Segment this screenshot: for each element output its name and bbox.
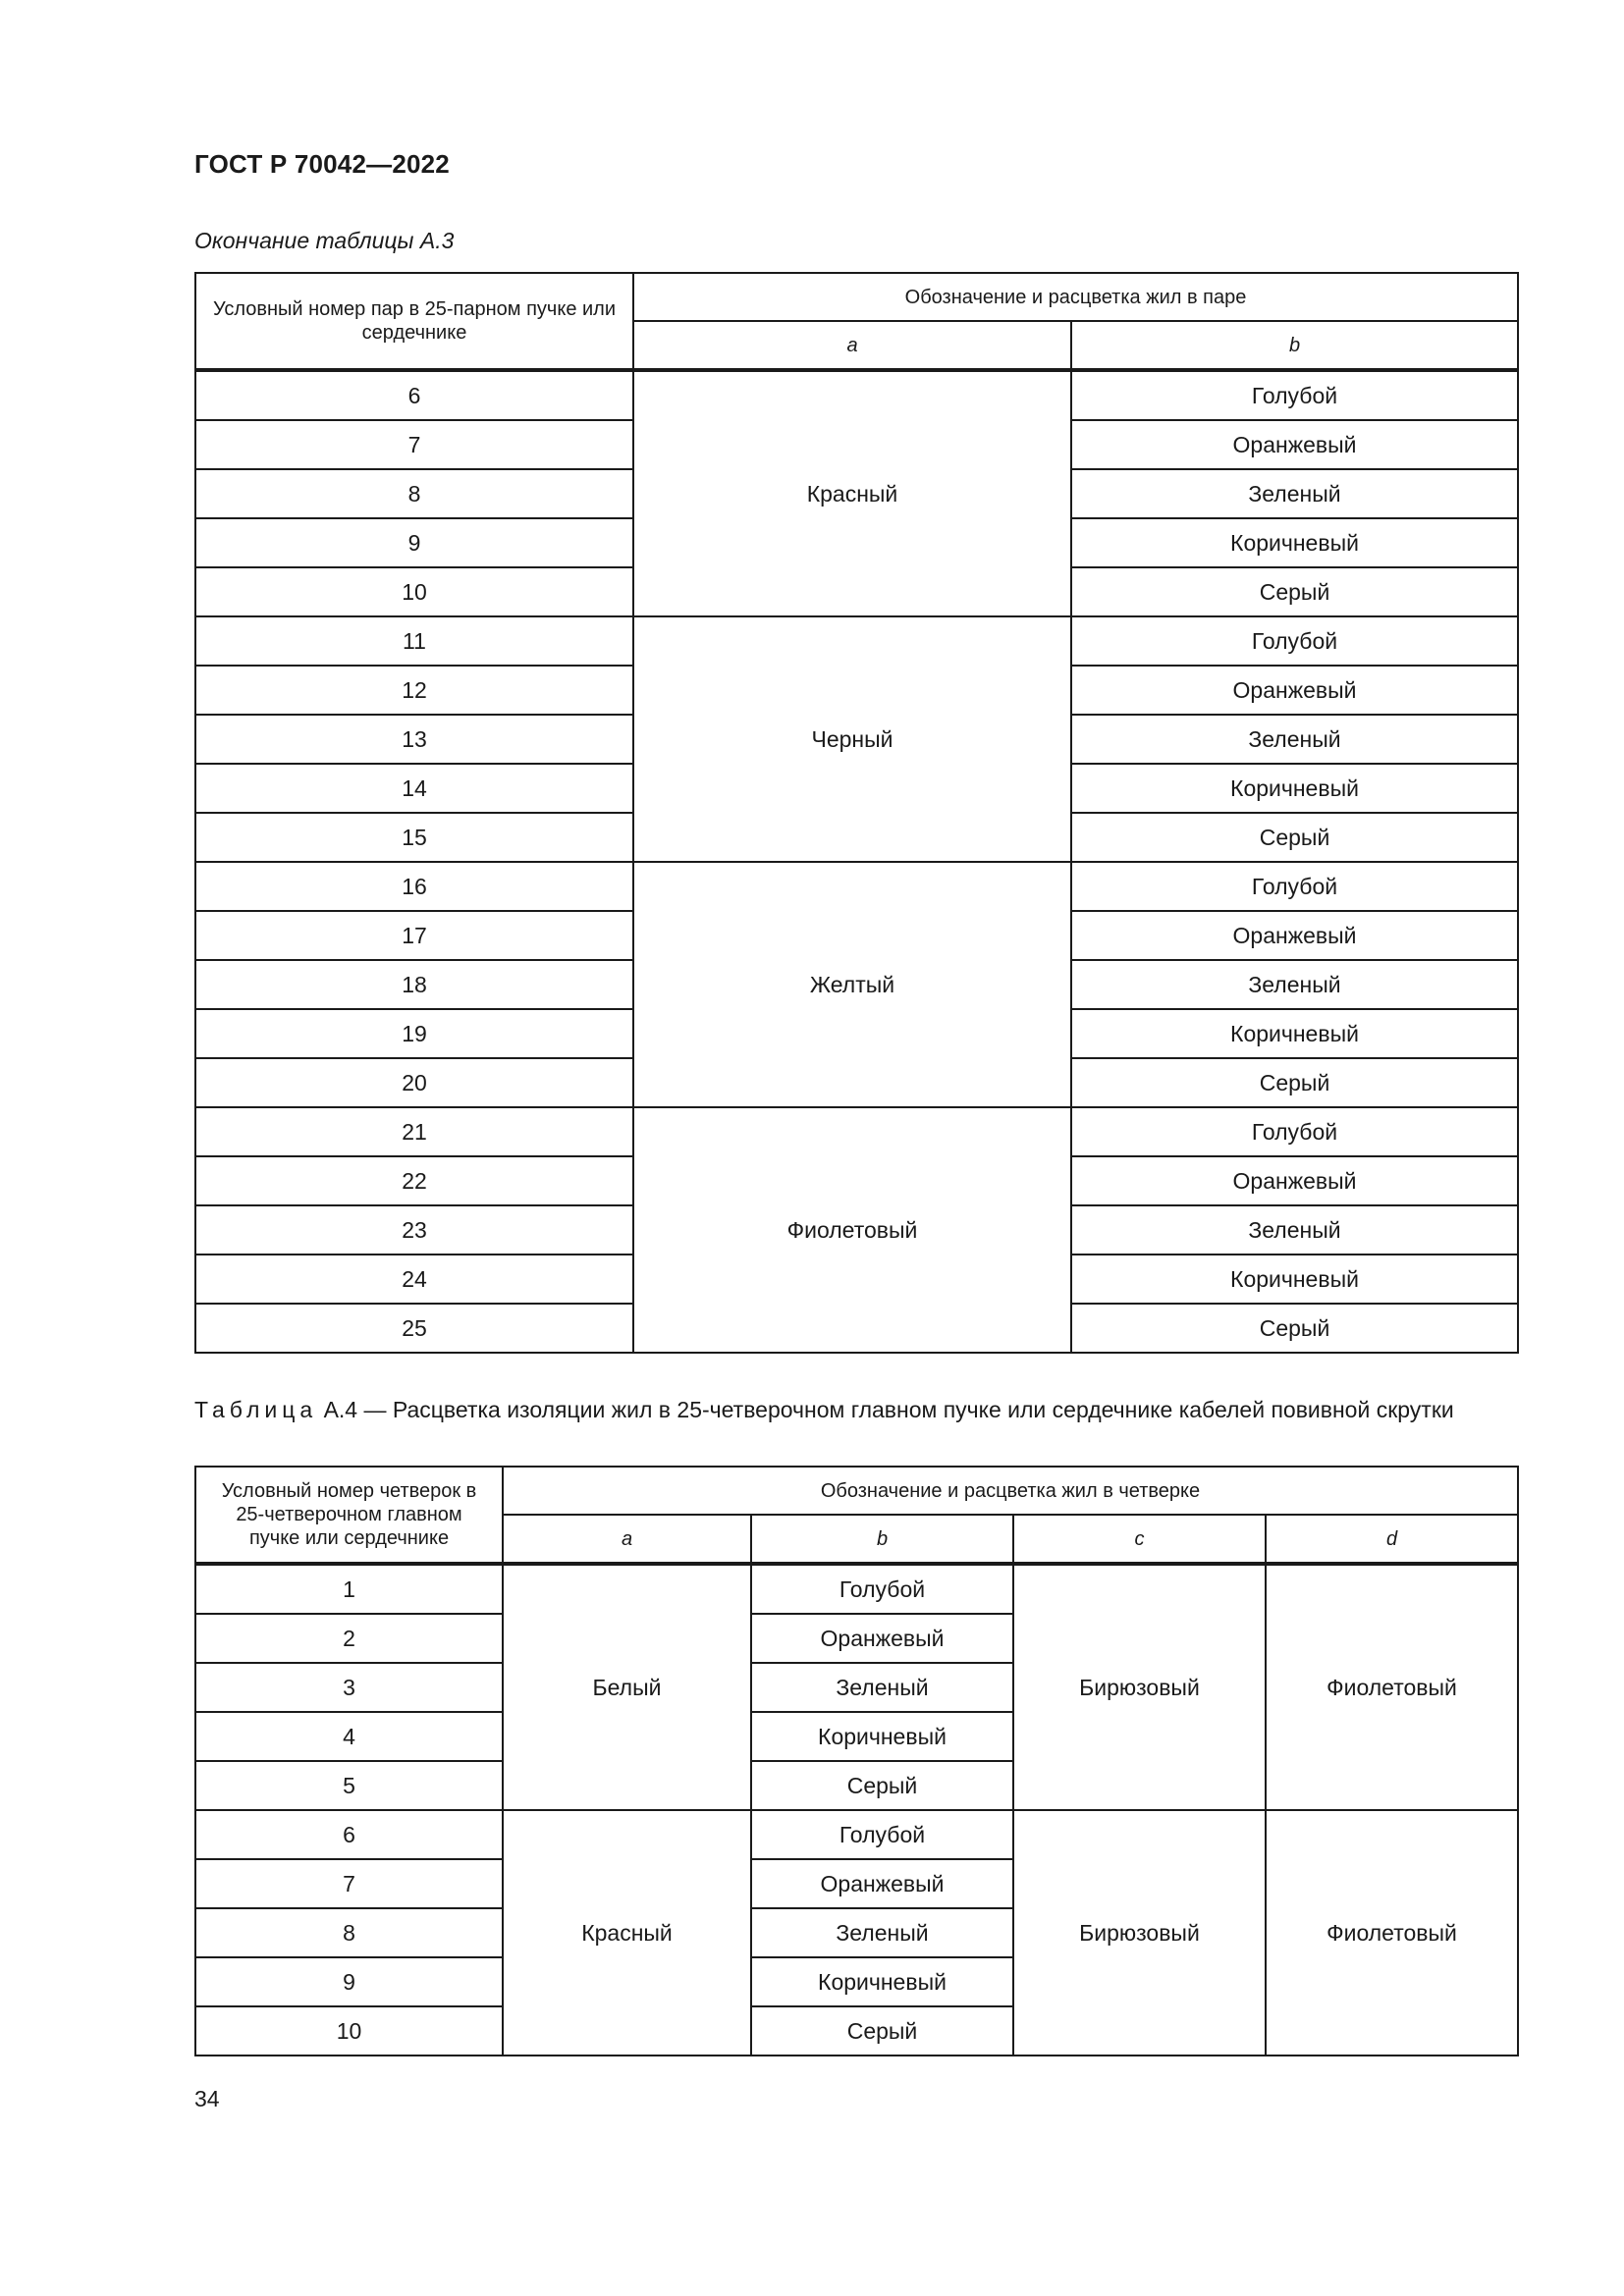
pair-number-cell: 22 xyxy=(195,1156,633,1205)
wire-b-color-cell: Серый xyxy=(1071,813,1518,862)
wire-b-color-cell: Серый xyxy=(1071,1304,1518,1353)
wire-b-color-cell: Голубой xyxy=(751,1564,1013,1614)
wire-b-color-cell: Оранжевый xyxy=(751,1859,1013,1908)
pair-number-cell: 12 xyxy=(195,666,633,715)
wire-b-color-cell: Коричневый xyxy=(1071,1009,1518,1058)
quad-number-cell: 1 xyxy=(195,1564,503,1614)
pair-number-cell: 9 xyxy=(195,518,633,567)
table-row xyxy=(195,370,1518,420)
wire-b-color-cell: Оранжевый xyxy=(1071,911,1518,960)
wire-b-color-cell: Коричневый xyxy=(1071,1255,1518,1304)
page-number: 34 xyxy=(194,2086,220,2111)
table-a4-caption-word: Таблица xyxy=(194,1397,318,1422)
standard-header: ГОСТ Р 70042—2022 xyxy=(194,149,450,179)
table-a3 xyxy=(194,272,1519,1354)
wire-b-color-cell: Коричневый xyxy=(751,1957,1013,2006)
table-a4-caption-text: А.4 — Расцветка изоляции жил в 25-четверочном главном пучке или сердечнике кабелей повивной скрутки xyxy=(317,1397,1454,1422)
pair-number-cell: 7 xyxy=(195,420,633,469)
wire-b-color-cell: Коричневый xyxy=(751,1712,1013,1761)
pair-number-cell: 18 xyxy=(195,960,633,1009)
wire-d-color-cell: Фиолетовый xyxy=(1266,1810,1518,2056)
wire-b-color-cell: Оранжевый xyxy=(1071,666,1518,715)
quad-number-cell: 8 xyxy=(195,1908,503,1957)
wire-b-color-cell: Серый xyxy=(1071,567,1518,616)
wire-b-color-cell: Зеленый xyxy=(1071,1205,1518,1255)
table-a4-sub-b: b xyxy=(751,1515,1013,1564)
wire-c-color-cell: Бирюзовый xyxy=(1013,1810,1266,2056)
quad-number-cell: 10 xyxy=(195,2006,503,2056)
wire-a-color-cell: Красный xyxy=(633,370,1071,616)
wire-b-color-cell: Зеленый xyxy=(1071,960,1518,1009)
pair-number-cell: 11 xyxy=(195,616,633,666)
pair-number-cell: 10 xyxy=(195,567,633,616)
wire-c-color-cell: Бирюзовый xyxy=(1013,1564,1266,1810)
quad-number-cell: 6 xyxy=(195,1810,503,1859)
table-a3-sub-a: a xyxy=(633,321,1071,370)
wire-b-color-cell: Коричневый xyxy=(1071,518,1518,567)
table-a3-group-header: Обозначение и расцветка жил в паре xyxy=(633,273,1518,321)
table-a3-continuation-label: Окончание таблицы А.3 xyxy=(194,228,455,253)
pair-number-cell: 16 xyxy=(195,862,633,911)
pair-number-cell: 6 xyxy=(195,370,633,420)
quad-number-cell: 7 xyxy=(195,1859,503,1908)
wire-a-color-cell: Желтый xyxy=(633,862,1071,1107)
table-row xyxy=(195,1564,1518,1614)
table-a4-sub-d: d xyxy=(1266,1515,1518,1564)
wire-a-color-cell: Черный xyxy=(633,616,1071,862)
table-row xyxy=(195,616,1518,666)
table-a4-sub-c: c xyxy=(1013,1515,1266,1564)
wire-b-color-cell: Голубой xyxy=(1071,370,1518,420)
wire-b-color-cell: Серый xyxy=(751,1761,1013,1810)
wire-b-color-cell: Голубой xyxy=(1071,1107,1518,1156)
pair-number-cell: 17 xyxy=(195,911,633,960)
pair-number-cell: 20 xyxy=(195,1058,633,1107)
quad-number-cell: 2 xyxy=(195,1614,503,1663)
wire-a-color-cell: Белый xyxy=(503,1564,751,1810)
pair-number-cell: 21 xyxy=(195,1107,633,1156)
pair-number-cell: 23 xyxy=(195,1205,633,1255)
quad-number-cell: 3 xyxy=(195,1663,503,1712)
quad-number-cell: 4 xyxy=(195,1712,503,1761)
pair-number-cell: 24 xyxy=(195,1255,633,1304)
table-row xyxy=(195,862,1518,911)
wire-b-color-cell: Голубой xyxy=(751,1810,1013,1859)
quad-number-cell: 9 xyxy=(195,1957,503,2006)
table-a3-sub-b: b xyxy=(1071,321,1518,370)
table-a4-group-header: Обозначение и расцветка жил в четверке xyxy=(503,1467,1518,1515)
table-a4-body xyxy=(195,1564,1518,2056)
pair-number-cell: 25 xyxy=(195,1304,633,1353)
pair-number-cell: 19 xyxy=(195,1009,633,1058)
wire-b-color-cell: Оранжевый xyxy=(751,1614,1013,1663)
wire-a-color-cell: Фиолетовый xyxy=(633,1107,1071,1353)
wire-b-color-cell: Серый xyxy=(1071,1058,1518,1107)
wire-b-color-cell: Серый xyxy=(751,2006,1013,2056)
table-a4-sub-a: a xyxy=(503,1515,751,1564)
table-a4 xyxy=(194,1466,1519,2056)
table-a3-body xyxy=(195,370,1518,1353)
wire-b-color-cell: Голубой xyxy=(1071,616,1518,666)
pair-number-cell: 8 xyxy=(195,469,633,518)
wire-b-color-cell: Зеленый xyxy=(751,1908,1013,1957)
table-a4-col1-header: Условный номер четверок в 25-четверочном главном пучке или сердечнике xyxy=(195,1467,503,1564)
table-row xyxy=(195,1107,1518,1156)
wire-b-color-cell: Коричневый xyxy=(1071,764,1518,813)
wire-b-color-cell: Зеленый xyxy=(1071,715,1518,764)
wire-b-color-cell: Оранжевый xyxy=(1071,1156,1518,1205)
pair-number-cell: 14 xyxy=(195,764,633,813)
quad-number-cell: 5 xyxy=(195,1761,503,1810)
table-a3-col1-header: Условный номер пар в 25-парном пучке или сердечнике xyxy=(195,273,633,370)
wire-b-color-cell: Зеленый xyxy=(751,1663,1013,1712)
pair-number-cell: 13 xyxy=(195,715,633,764)
wire-a-color-cell: Красный xyxy=(503,1810,751,2056)
table-a4-caption xyxy=(194,1394,1517,1425)
wire-b-color-cell: Голубой xyxy=(1071,862,1518,911)
wire-b-color-cell: Оранжевый xyxy=(1071,420,1518,469)
wire-b-color-cell: Зеленый xyxy=(1071,469,1518,518)
table-row xyxy=(195,1810,1518,1859)
wire-d-color-cell: Фиолетовый xyxy=(1266,1564,1518,1810)
pair-number-cell: 15 xyxy=(195,813,633,862)
